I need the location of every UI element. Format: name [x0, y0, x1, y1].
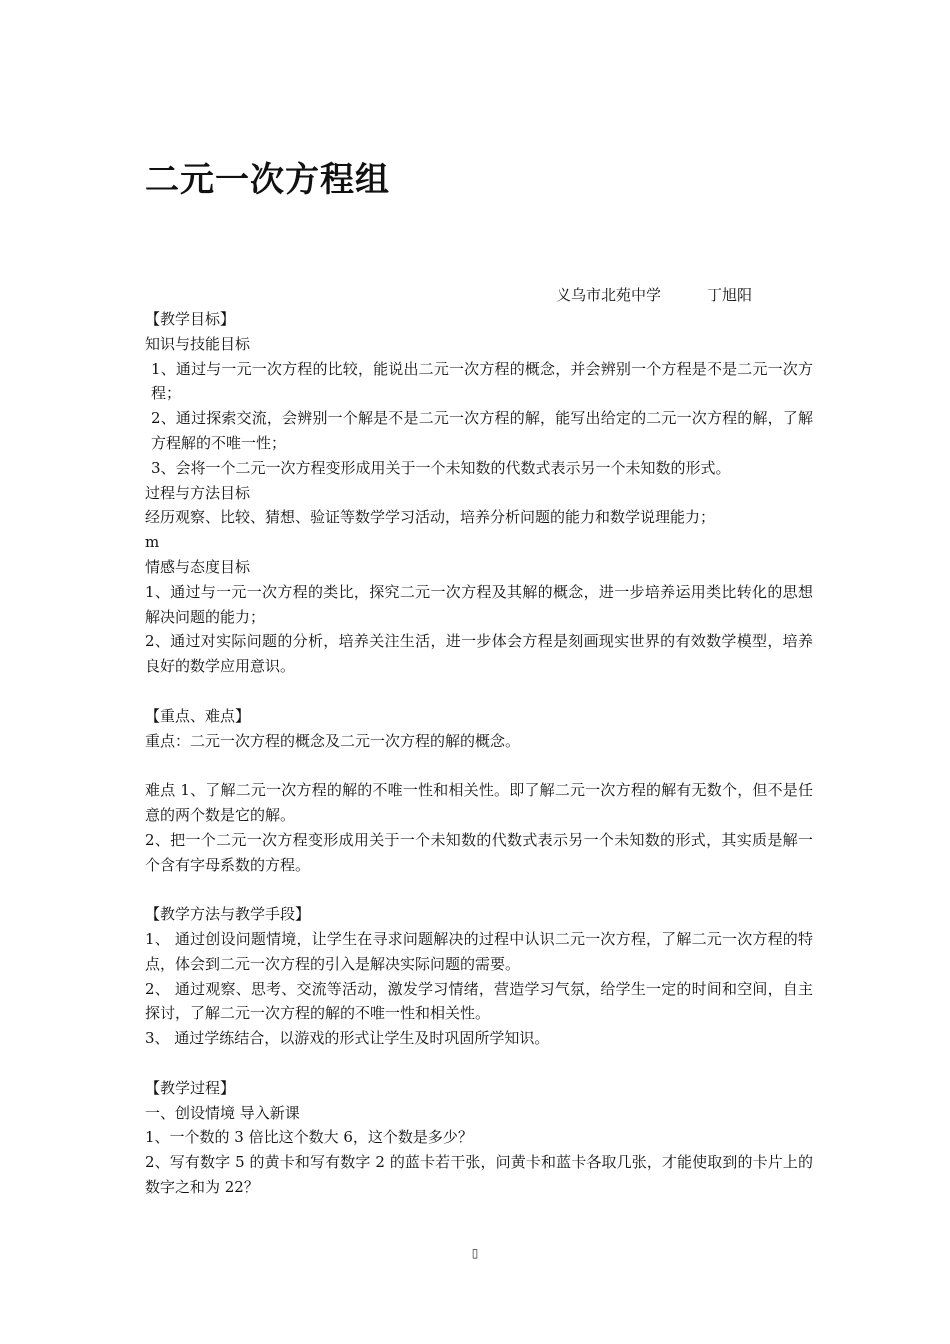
document-body — [145, 307, 813, 1200]
knowledge-item-3: 3、会将一个二元一次方程变形成用关于一个未知数的代数式表示另一个未知数的形式。 — [151, 458, 731, 477]
author-name: 丁旭阳 — [707, 286, 753, 304]
spacer — [145, 1051, 813, 1076]
process-heading: 【教学过程】 — [145, 1078, 236, 1097]
process-section-1: 一、创设情境 导入新课 — [145, 1103, 300, 1122]
difficult-point-2: 2、把一个二元一次方程变形成用关于一个未知数的代数式表示另一个未知数的形式，其实质是解一个含有字母系数的方程。 — [145, 830, 813, 874]
author-line — [556, 284, 752, 305]
page-number-mark: ▯ — [471, 1246, 479, 1260]
emotion-item-1: 1、通过与一元一次方程的类比，探究二元一次方程及其解的概念，进一步培养运用类比转化的思想解决问题的能力； — [145, 582, 813, 626]
spacer — [145, 679, 813, 704]
process-goal-text: 经历观察、比较、猜想、验证等数学学习活动，培养分析问题的能力和数学说理能力； — [145, 508, 716, 527]
spacer — [145, 753, 813, 778]
method-item-3: 3、 通过学练结合，以游戏的形式让学生及时巩固所学知识。 — [145, 1029, 550, 1048]
spacer — [145, 877, 813, 902]
key-point-text: 重点：二元一次方程的概念及二元一次方程的解的概念。 — [145, 731, 521, 750]
process-question-2: 2、写有数字 5 的黄卡和写有数字 2 的蓝卡若干张，问黄卡和蓝卡各取几张，才能使取到的卡片上的数字之和为 22？ — [145, 1153, 813, 1196]
stray-character: m — [145, 533, 160, 552]
method-item-1: 1、 通过创设问题情境，让学生在寻求问题解决的过程中认识二元一次方程，了解二元一次方程的特点，体会到二元一次方程的引入是解决实际问题的需要。 — [145, 929, 813, 973]
emotion-heading: 情感与态度目标 — [145, 557, 251, 576]
process-question-1: 1、一个数的 3 倍比这个数大 6，这个数是多少？ — [145, 1128, 473, 1147]
knowledge-heading: 知识与技能目标 — [145, 334, 251, 353]
author-school: 义乌市北苑中学 — [556, 286, 662, 304]
process-goal-heading: 过程与方法目标 — [145, 483, 251, 502]
emotion-item-2: 2、通过对实际问题的分析，培养关注生活，进一步体会方程是刻画现实世界的有效数学模型，培养良好的数学应用意识。 — [145, 632, 813, 676]
objectives-heading: 【教学目标】 — [145, 310, 236, 328]
method-item-2: 2、 通过观察、思考、交流等活动，激发学习情绪，营造学习气氛，给学生一定的时间和空间，自主探讨，了解二元一次方程的解的不唯一性和相关性。 — [145, 979, 813, 1023]
document-title: 二元一次方程组 — [145, 160, 390, 200]
knowledge-item-2: 2、通过探索交流，会辨别一个解是不是二元一次方程的解，能写出给定的二元一次方程的解，了解方程解的不唯一性； — [151, 409, 813, 452]
methods-heading: 【教学方法与教学手段】 — [145, 905, 311, 924]
knowledge-item-1: 1、通过与一元一次方程的比较，能说出二元一次方程的概念，并会辨别一个方程是不是二元一次方程； — [151, 359, 813, 403]
key-points-heading: 【重点、难点】 — [145, 706, 251, 725]
difficult-point-1: 难点 1、了解二元一次方程的解的不唯一性和相关性。即了解二元一次方程的解有无数个，但不是任意的两个数是它的解。 — [145, 781, 813, 824]
